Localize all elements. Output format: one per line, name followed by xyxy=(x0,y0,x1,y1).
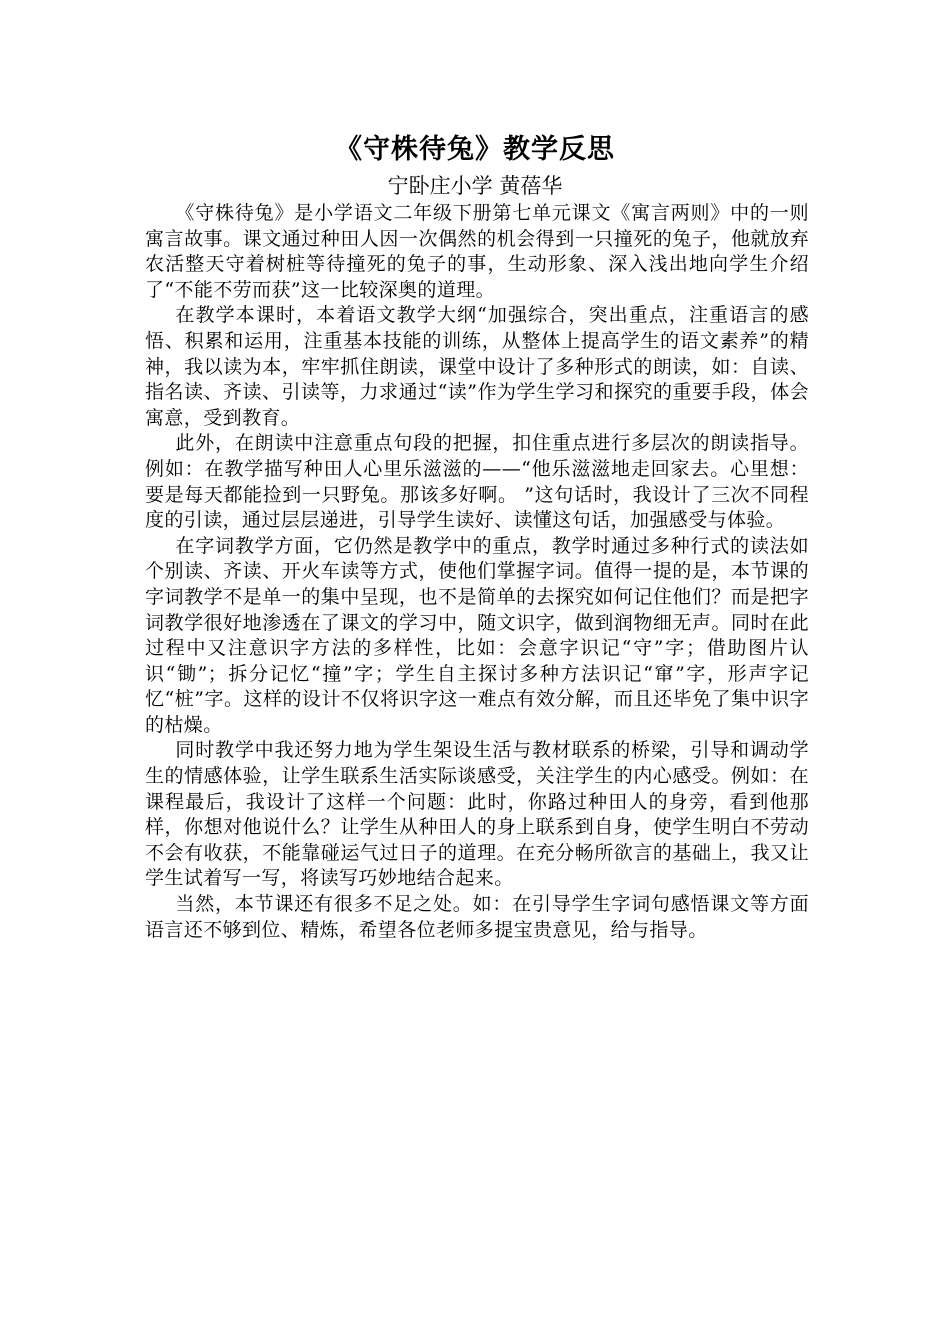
paragraph-reading-method: 在教学本课时，本着语文教学大纲“加强综合，突出重点，注重语言的感悟、积累和运用，注重基本技能的训练，从整体上提高学生的语文素养”的精神，我以读为本，牢牢抓住朗读，课堂中设计了多种形式的朗读，如：自读、指名读、齐读、引读等，力求通过“读”作为学生学习和探究的重要手段，体会寓意，受到教育。 xyxy=(145,304,809,429)
document-body xyxy=(145,201,809,943)
paragraph-vocabulary: 在字词教学方面，它仍然是教学中的重点，教学时通过多种行式的读法如个别读、齐读、开火车读等方式，使他们掌握字词。值得一提的是，本节课的字词教学不是单一的集中呈现，也不是简单的去探究如何记住他们？而是把字词教学很好地渗透在了课文的学习中，随文识字，做到润物细无声。同时在此过程中又注意识字方法的多样性，比如：会意字识记“守”字；借助图片认识“锄”；拆分记忆“撞”字；学生自主探讨多种方法识记“窜”字，形声字记忆“桩”字。这样的设计不仅将识字这一难点有效分解，而且还毕免了集中识字的枯燥。 xyxy=(145,534,809,736)
paragraph-reading-guidance: 此外，在朗读中注意重点句段的把握，扣住重点进行多层次的朗读指导。例如：在教学描写种田人心里乐滋滋的——“他乐滋滋地走回家去。心里想：要是每天都能捡到一只野兔。那该多好啊。 ”这句话时，我设计了三次不同程度的引读，通过层层递进，引导学生读好、读懂这句话，加强感受与体验。 xyxy=(145,432,809,532)
paragraph-intro: 《守株待兔》是小学语文二年级下册第七单元课文《寓言两则》中的一则寓言故事。课文通过种田人因一次偶然的机会得到一只撞死的兔子，他就放弃农活整天守着树桩等待撞死的兔子的事，生动形象、深入浅出地向学生介绍了“不能不劳而获”这一比较深奥的道理。 xyxy=(145,202,809,301)
paragraph-life-connection: 同时教学中我还努力地为学生架设生活与教材联系的桥梁，引导和调动学生的情感体验，让学生联系生活实际谈感受，关注学生的内心感受。例如：在课程最后，我设计了这样一个问题：此时，你路过种田人的身旁，看到他那样，你想对他说什么？让学生从种田人的身上联系到自身，使学生明白不劳动不会有收获，不能靠碰运气过日子的道理。在充分畅所欲言的基础上，我又让学生试着写一写，将读写巧妙地结合起来。 xyxy=(145,739,809,890)
document-title: 《守株待兔》教学反思 xyxy=(335,134,615,165)
paragraph-shortcomings: 当然，本节课还有很多不足之处。如：在引导学生字词句感悟课文等方面语言还不够到位、精炼，希望各位老师多提宝贵意见，给与指导。 xyxy=(145,893,809,941)
author-line: 宁卧庄小学 黄蓓华 xyxy=(387,174,563,198)
